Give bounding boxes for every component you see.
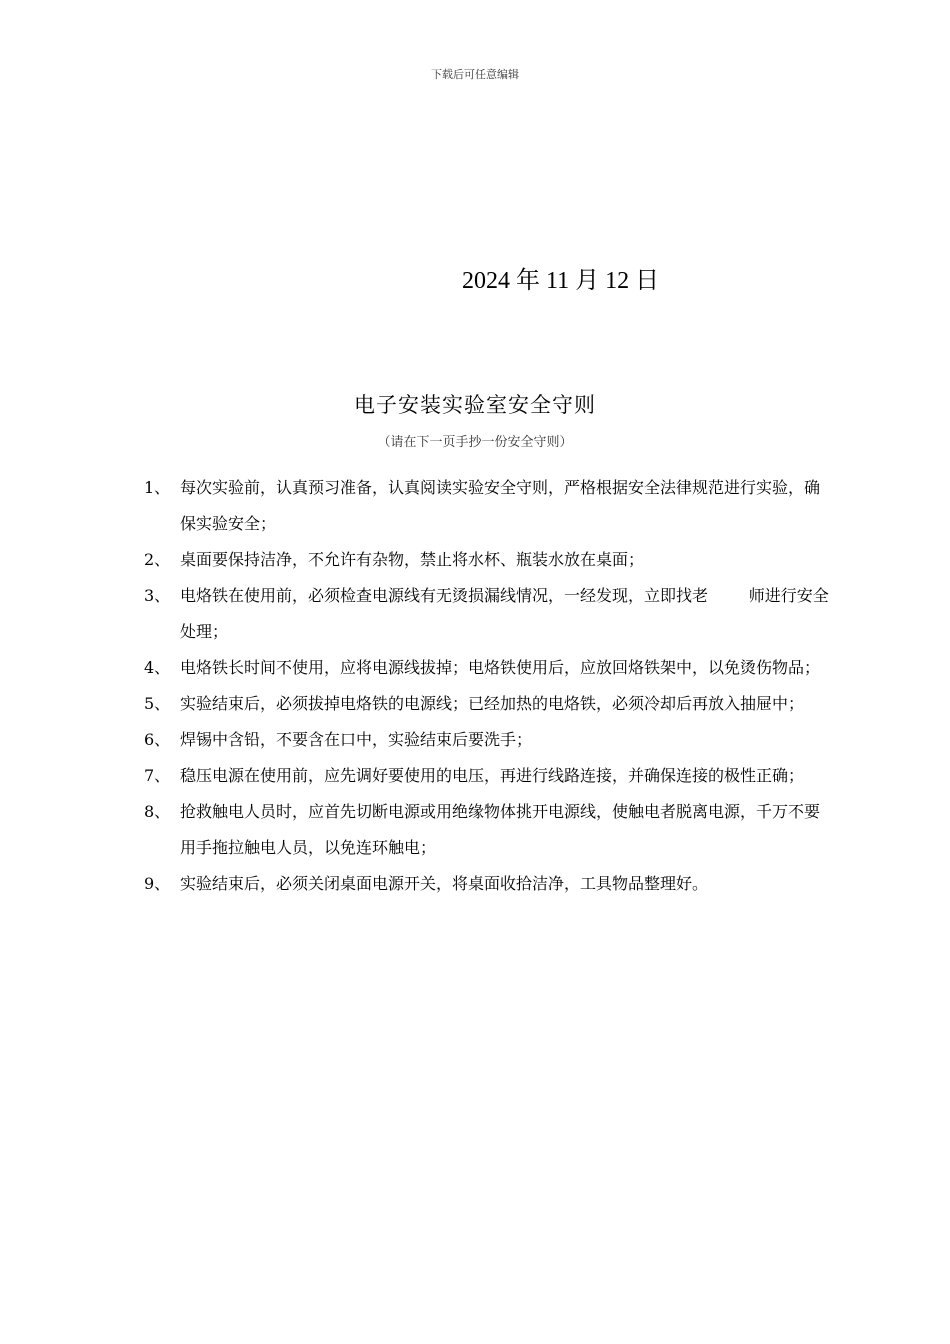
rule-number: 6、 bbox=[144, 730, 171, 749]
date-line: 2024 年 11 月 12 日 bbox=[462, 268, 660, 294]
rule-number: 3、 bbox=[144, 586, 171, 605]
rule-item-9 bbox=[144, 866, 834, 902]
rule-text: 实验结束后，必须关闭桌面电源开关，将桌面收拾洁净，工具物品整理好。 bbox=[180, 874, 709, 893]
rule-item-1 bbox=[144, 470, 834, 542]
rule-text: 稳压电源在使用前，应先调好要使用的电压，再进行线路连接，并确保连接的极性正确； bbox=[180, 766, 805, 785]
rule-number: 4、 bbox=[144, 658, 171, 677]
rule-item-2 bbox=[144, 542, 834, 578]
rule-text: 电烙铁长时间不使用，应将电源线拔掉；电烙铁使用后，应放回烙铁架中，以免烫伤物品； bbox=[180, 658, 821, 677]
rule-text: 桌面要保持洁净，不允许有杂物，禁止将水杯、瓶装水放在桌面； bbox=[180, 550, 645, 569]
rule-number: 9、 bbox=[144, 874, 171, 893]
rule-item-5 bbox=[144, 686, 834, 722]
rule-number: 1、 bbox=[144, 478, 171, 497]
rule-number: 2、 bbox=[144, 550, 171, 569]
rule-text: 焊锡中含铅，不要含在口中，实验结束后要洗手； bbox=[180, 730, 533, 749]
rule-item-3 bbox=[144, 578, 834, 650]
safety-rules-list bbox=[144, 470, 834, 902]
rule-item-8 bbox=[144, 794, 834, 866]
rule-number: 8、 bbox=[144, 802, 171, 821]
rule-number: 5、 bbox=[144, 694, 171, 713]
rule-number: 7、 bbox=[144, 766, 171, 785]
header-note: 下载后可任意编辑 bbox=[431, 68, 519, 81]
rule-item-6 bbox=[144, 722, 834, 758]
rule-text: 每次实验前，认真预习准备，认真阅读实验安全守则，严格根据安全法律规范进行实验，确保实验安全； bbox=[180, 478, 821, 533]
rule-text: 电烙铁在使用前，必须检查电源线有无烫损漏线情况，一经发现，立即找老 师进行安全处理； bbox=[180, 586, 829, 641]
rule-item-4 bbox=[144, 650, 834, 686]
rule-text: 实验结束后，必须拔掉电烙铁的电源线；已经加热的电烙铁，必须冷却后再放入抽屉中； bbox=[180, 694, 805, 713]
document-title: 电子安装实验室安全守则 bbox=[354, 393, 596, 417]
rule-item-7 bbox=[144, 758, 834, 794]
document-subtitle: （请在下一页手抄一份安全守则） bbox=[377, 435, 573, 450]
rule-text: 抢救触电人员时，应首先切断电源或用绝缘物体挑开电源线，使触电者脱离电源，千万不要用手拖拉触电人员，以免连环触电； bbox=[180, 802, 821, 857]
